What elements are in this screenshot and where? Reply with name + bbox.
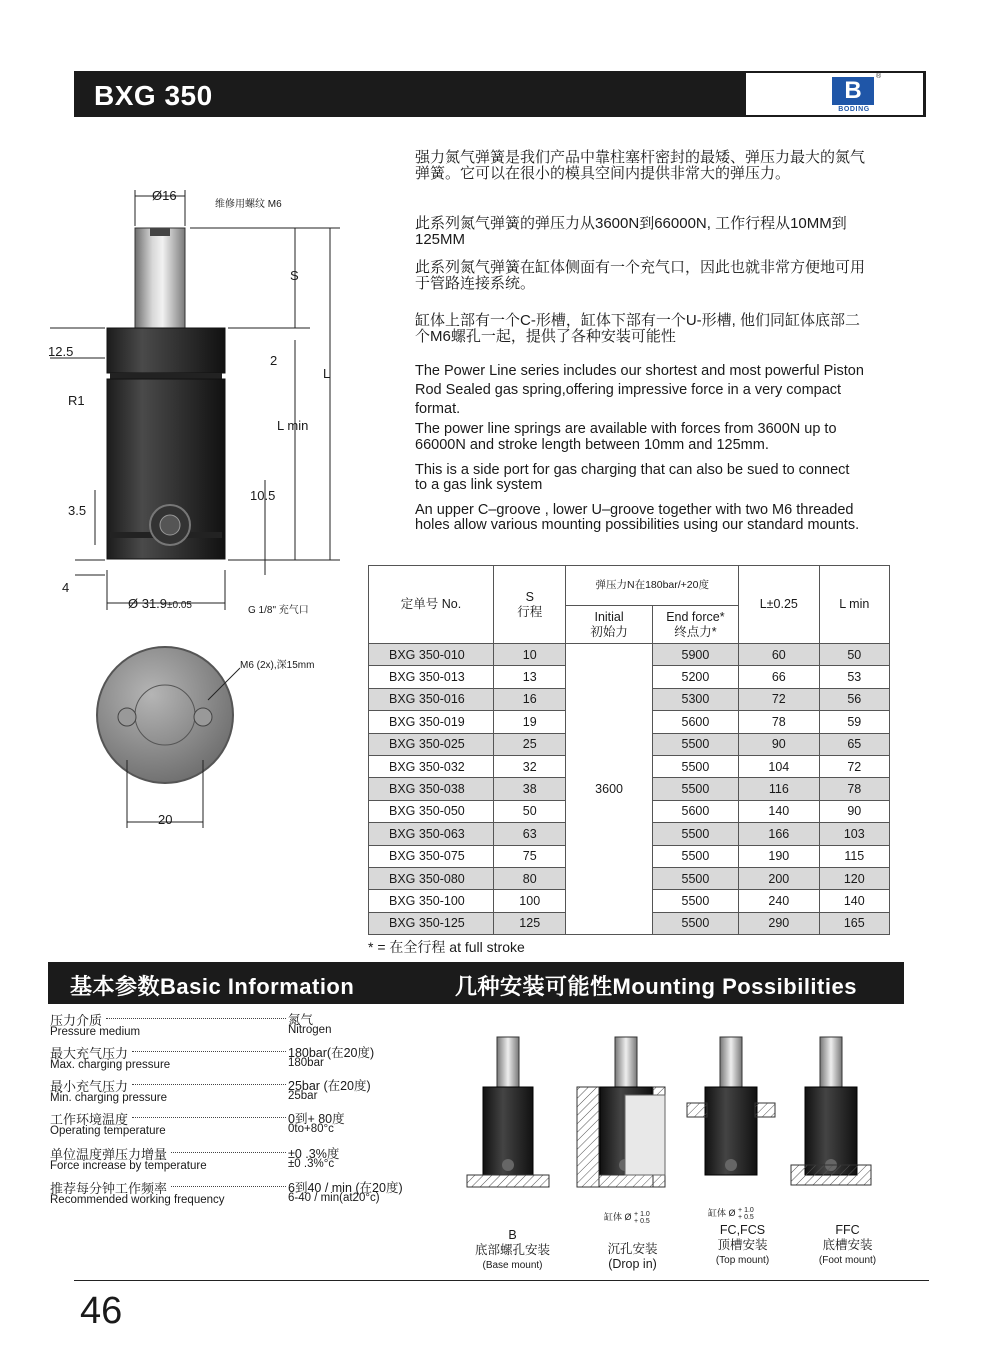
- dim-length: L: [323, 366, 331, 381]
- cell-end-force: 5500: [652, 778, 738, 800]
- cell-model: BXG 350-032: [369, 755, 494, 777]
- th-min-length: L min: [819, 566, 889, 644]
- brand-name: BODING: [838, 106, 870, 113]
- desc-en-2: The power line springs are available with forces from 3600N up to 66000N and stroke length between 10mm and 125mm.: [415, 421, 837, 453]
- th-force-group: 弹压力N在180bar/+20度: [566, 566, 739, 606]
- dim-12-5: 12.5: [48, 344, 74, 359]
- spec-table-body: [369, 644, 890, 935]
- cell-model: BXG 350-075: [369, 845, 494, 867]
- desc-zh-2: 此系列氮气弹簧的弹压力从3600N到66000N, 工作行程从10MM到125MM: [415, 215, 847, 248]
- cell-stroke: 100: [494, 890, 566, 912]
- info-label-zh: 单位温度弹压力增量: [50, 1147, 168, 1162]
- cell-min-length: 103: [819, 823, 889, 845]
- cell-min-length: 65: [819, 733, 889, 755]
- desc-zh-3: 此系列氮气弹簧在缸体侧面有一个充气口，因此也就非常方便地可用于管路连接系统。: [415, 259, 866, 292]
- cell-model: BXG 350-050: [369, 800, 494, 822]
- cell-model: BXG 350-019: [369, 711, 494, 733]
- cell-min-length: 53: [819, 666, 889, 688]
- info-value-en: 6-40 / min(at20°c): [288, 1192, 380, 1204]
- leader-dots: [171, 1152, 286, 1153]
- dim-4: 4: [62, 580, 70, 595]
- cell-min-length: 59: [819, 711, 889, 733]
- mount-holes-label: M6 (2x),深15mm: [240, 660, 315, 671]
- cell-min-length: 165: [819, 912, 889, 934]
- cell-model: BXG 350-013: [369, 666, 494, 688]
- cell-length: 116: [739, 778, 819, 800]
- cell-model: BXG 350-010: [369, 644, 494, 666]
- mount-drop-in: [577, 1037, 665, 1187]
- th-end-force: End force* 终点力*: [652, 606, 738, 644]
- cell-end-force: 5500: [652, 755, 738, 777]
- cell-stroke: 19: [494, 711, 566, 733]
- cell-end-force: 5900: [652, 644, 738, 666]
- gas-port-label: G 1/8" 充气口: [248, 605, 309, 616]
- desc-en-4: An upper C–groove , lower U–groove together with two M6 threaded holes allow various mounting possibilities using our standard mounts.: [415, 502, 860, 533]
- dim-r1: R1: [68, 393, 85, 408]
- info-value-zh: 180bar(在20度): [288, 1046, 375, 1060]
- cell-length: 200: [739, 867, 819, 889]
- cell-stroke: 75: [494, 845, 566, 867]
- leader-dots: [132, 1051, 286, 1052]
- tolerance-drop-in: 缸体 Ø + 1.0 + 0.5: [604, 1210, 650, 1225]
- cell-min-length: 78: [819, 778, 889, 800]
- cell-model: BXG 350-025: [369, 733, 494, 755]
- technical-drawing: [40, 180, 380, 830]
- cell-stroke: 32: [494, 755, 566, 777]
- cell-min-length: 50: [819, 644, 889, 666]
- leader-dots: [106, 1018, 286, 1019]
- cell-end-force: 5500: [652, 912, 738, 934]
- info-label-en: Max. charging pressure: [50, 1059, 171, 1071]
- caption-base-mount: B 底部螺孔安装 (Base mount): [474, 1228, 550, 1271]
- cell-length: 90: [739, 733, 819, 755]
- cell-length: 78: [739, 711, 819, 733]
- info-value-zh: 氮气: [288, 1013, 314, 1027]
- info-label-zh: 推荐每分钟工作频率: [50, 1181, 168, 1196]
- th-stroke: S 行程: [494, 566, 566, 644]
- table-footnote: * = 在全行程 at full stroke: [368, 939, 525, 955]
- cell-end-force: 5600: [652, 800, 738, 822]
- cell-end-force: 5500: [652, 867, 738, 889]
- info-label-en: Min. charging pressure: [50, 1092, 167, 1104]
- mount-base: [467, 1037, 549, 1187]
- cell-length: 290: [739, 912, 819, 934]
- info-value-zh: ±0 .3%度: [288, 1147, 340, 1161]
- dim-3-5: 3.5: [68, 503, 87, 518]
- cell-min-length: 72: [819, 755, 889, 777]
- mounting-title: 几种安装可能性Mounting Possibilities: [455, 974, 857, 999]
- cell-min-length: 120: [819, 867, 889, 889]
- th-length: L±0.25: [739, 566, 819, 644]
- cell-end-force: 5600: [652, 711, 738, 733]
- mount-foot: [791, 1037, 871, 1185]
- cell-min-length: 140: [819, 890, 889, 912]
- info-value-en: 180bar: [288, 1057, 324, 1069]
- page-number: 46: [80, 1290, 123, 1332]
- cell-model: BXG 350-100: [369, 890, 494, 912]
- info-label-zh: 工作环境温度: [50, 1112, 129, 1127]
- th-initial-force: Initial 初始力: [566, 606, 652, 644]
- cell-min-length: 56: [819, 688, 889, 710]
- info-value-en: ±0 .3%°c: [288, 1158, 335, 1170]
- cell-end-force: 5500: [652, 823, 738, 845]
- cell-end-force: 5500: [652, 890, 738, 912]
- spec-table: [368, 565, 890, 935]
- bottom-view: [97, 647, 233, 783]
- cell-length: 190: [739, 845, 819, 867]
- dim-hole-spacing: 20: [158, 812, 173, 827]
- cell-end-force: 5200: [652, 666, 738, 688]
- info-label-zh: 最小充气压力: [50, 1079, 129, 1094]
- info-value-en: 0to+80°c: [288, 1123, 334, 1135]
- cell-end-force: 5500: [652, 733, 738, 755]
- cell-initial-force: 3600: [566, 644, 652, 935]
- info-label-en: Pressure medium: [50, 1026, 141, 1038]
- info-label-en: Force increase by temperature: [50, 1160, 207, 1172]
- info-value-zh: 6到40 / min (在20度): [288, 1181, 403, 1195]
- caption-drop-in: 沉孔安装 (Drop in): [607, 1242, 658, 1271]
- info-value-en: 25bar: [288, 1090, 318, 1102]
- info-value-zh: 25bar (在20度): [288, 1079, 371, 1093]
- cell-stroke: 16: [494, 688, 566, 710]
- cell-length: 66: [739, 666, 819, 688]
- cell-model: BXG 350-016: [369, 688, 494, 710]
- piston-rod: [135, 228, 185, 328]
- mounting-drawings: [455, 1025, 895, 1215]
- cell-model: BXG 350-063: [369, 823, 494, 845]
- cell-stroke: 10: [494, 644, 566, 666]
- leader-dots: [132, 1084, 286, 1085]
- cell-stroke: 38: [494, 778, 566, 800]
- cell-model: BXG 350-038: [369, 778, 494, 800]
- cell-length: 72: [739, 688, 819, 710]
- cell-min-length: 115: [819, 845, 889, 867]
- registered-mark: ®: [876, 73, 882, 80]
- dim-body-diameter: Ø 31.9±0.05: [128, 596, 192, 611]
- cell-stroke: 80: [494, 867, 566, 889]
- desc-en-3: This is a side port for gas charging that can also be sued to connect to a gas link system: [415, 462, 850, 493]
- cell-end-force: 5500: [652, 845, 738, 867]
- cell-end-force: 5300: [652, 688, 738, 710]
- page-title: BXG 350: [94, 80, 213, 111]
- dim-stroke: S: [290, 268, 299, 283]
- info-label-en: Operating temperature: [50, 1125, 166, 1137]
- cell-stroke: 13: [494, 666, 566, 688]
- mount-top: [687, 1037, 775, 1175]
- brand-logo: B: [832, 77, 874, 105]
- basic-info-title: 基本参数Basic Information: [70, 974, 355, 999]
- leader-dots: [171, 1186, 286, 1187]
- cell-stroke: 63: [494, 823, 566, 845]
- desc-zh-1: 强力氮气弹簧是我们产品中靠柱塞杆密封的最矮、弹压力最大的氮气弹簧。它可以在很小的模具空间内提供非常大的弹压力。: [415, 149, 866, 182]
- cell-min-length: 90: [819, 800, 889, 822]
- dim-rod-diameter: Ø16: [152, 188, 177, 203]
- table-row: [369, 644, 890, 666]
- info-label-zh: 最大充气压力: [50, 1046, 129, 1061]
- cell-model: BXG 350-125: [369, 912, 494, 934]
- info-label-zh: 压力介质: [50, 1013, 103, 1028]
- leader-dots: [132, 1117, 286, 1118]
- dim-min-length: L min: [277, 418, 309, 433]
- thread-note: 维修用螺纹 M6: [215, 199, 282, 210]
- tolerance-top-mount: 缸体 Ø + 1.0 + 0.5: [708, 1206, 754, 1221]
- caption-foot-mount: FFC 底槽安装 (Foot mount): [818, 1223, 877, 1266]
- desc-en-1: The Power Line series includes our shortest and most powerful Piston Rod Sealed gas spring,offering impressive force in a very compact format.: [415, 363, 864, 417]
- info-value-en: Nitrogen: [288, 1024, 332, 1036]
- cell-stroke: 125: [494, 912, 566, 934]
- cell-model: BXG 350-080: [369, 867, 494, 889]
- cell-length: 140: [739, 800, 819, 822]
- caption-top-mount: FC,FCS 顶槽安装 (Top mount): [715, 1223, 770, 1266]
- cell-length: 104: [739, 755, 819, 777]
- cell-stroke: 25: [494, 733, 566, 755]
- cell-length: 60: [739, 644, 819, 666]
- info-label-en: Recommended working frequency: [50, 1194, 225, 1206]
- cell-length: 166: [739, 823, 819, 845]
- cell-length: 240: [739, 890, 819, 912]
- footer-rule: [74, 1280, 929, 1281]
- dim-2: 2: [270, 353, 278, 368]
- cell-stroke: 50: [494, 800, 566, 822]
- info-value-zh: 0到+ 80度: [288, 1112, 345, 1126]
- desc-zh-4: 缸体上部有一个C-形槽，缸体下部有一个U-形槽, 他们同缸体底部二个M6螺孔一起，提供了各种安装可能性: [415, 312, 860, 345]
- th-model: 定单号 No.: [369, 566, 494, 644]
- dim-10-5: 10.5: [250, 488, 276, 503]
